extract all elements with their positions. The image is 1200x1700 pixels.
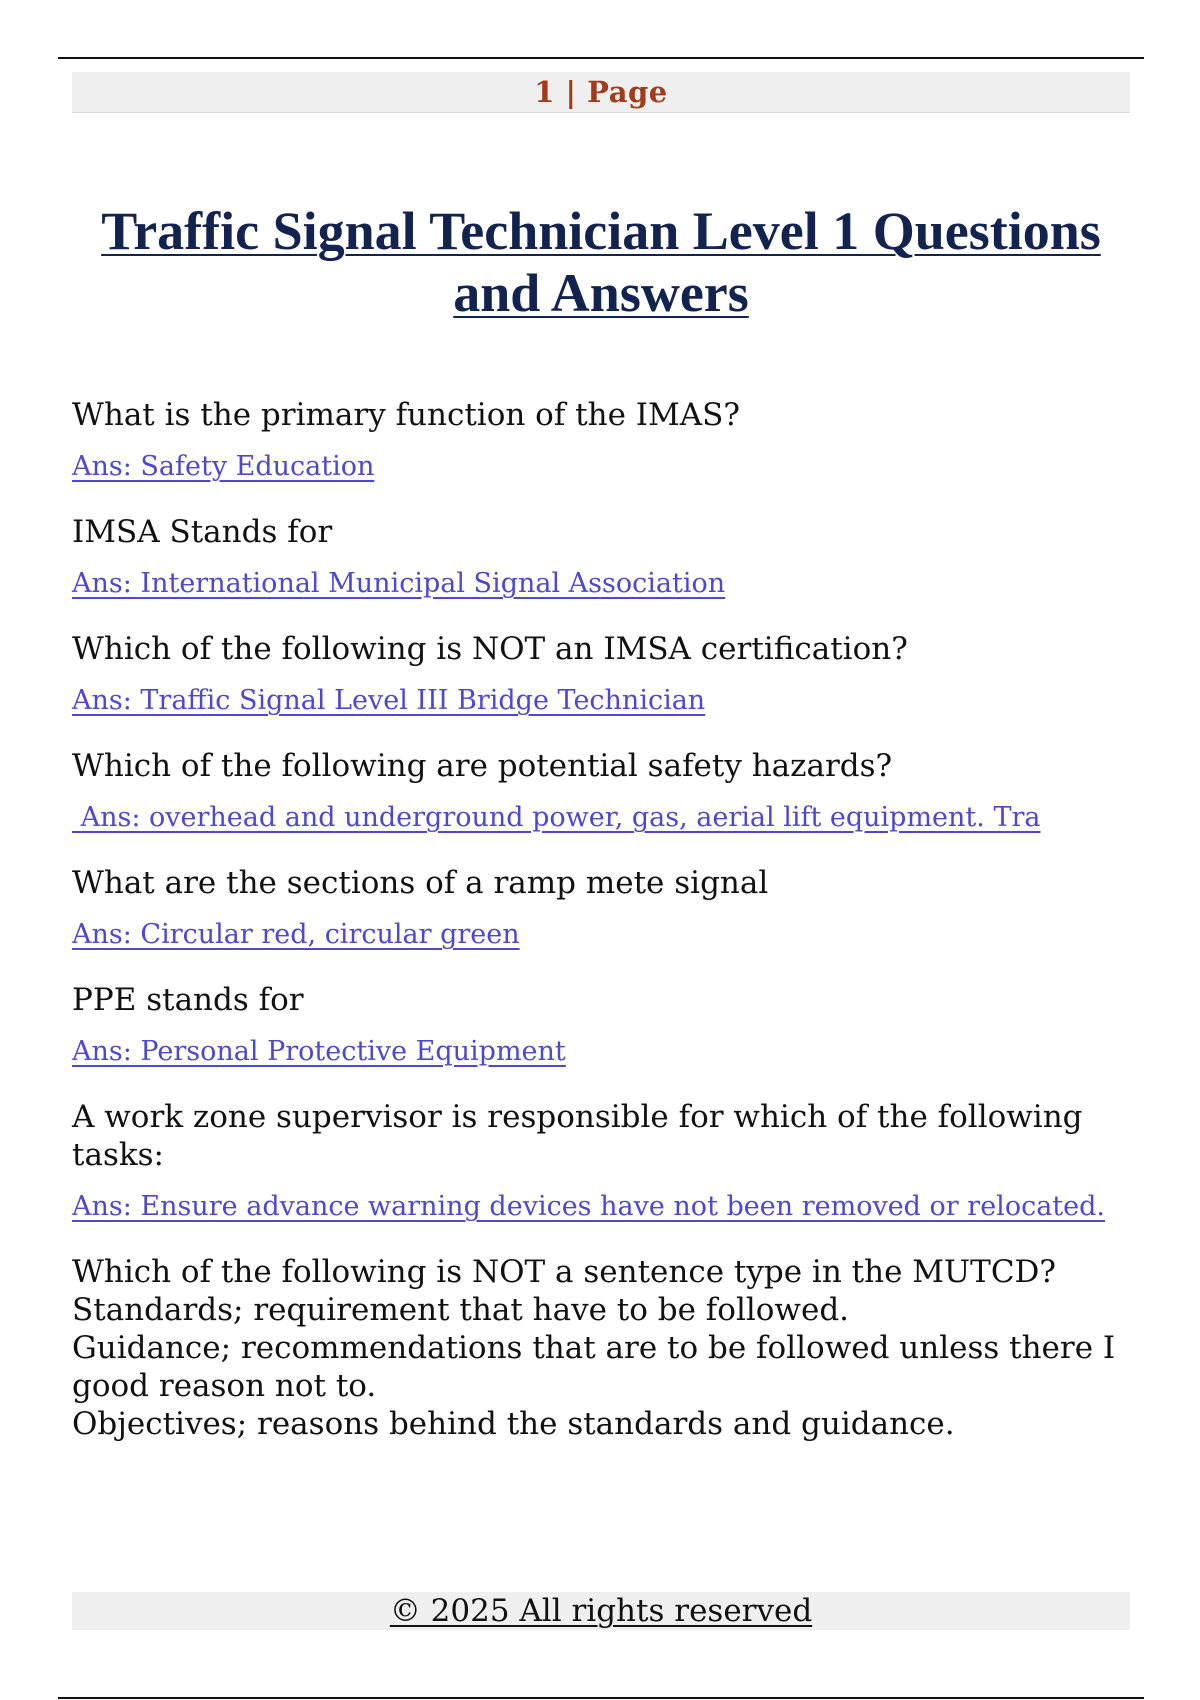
qa-item [72,1253,1132,1443]
qa-item [72,513,1132,600]
qa-item [72,864,1132,951]
question-text: Which of the following are potential safety hazards? [72,748,893,784]
qa-item [72,396,1132,483]
answer-link[interactable]: Ans: overhead and underground power, gas, aerial lift equipment. Tra [72,802,1041,833]
question-text: A work zone supervisor is responsible for which of the following tasks: [72,1099,1083,1173]
qa-item [72,1098,1132,1223]
answer-link[interactable]: Ans: Circular red, circular green [72,919,520,950]
answer-link[interactable]: Ans: Personal Protective Equipment [72,1036,566,1067]
question-text: What is the primary function of the IMAS? [72,397,741,433]
page-number-label: 1 | Page [534,75,668,109]
qa-item [72,981,1132,1068]
question-text: PPE stands for [72,982,304,1018]
answer-link[interactable]: Ans: Ensure advance warning devices have not been removed or relocated. [72,1191,1105,1222]
bottom-rule [58,1697,1144,1699]
question-text: Which of the following is NOT a sentence type in the MUTCD? Standards; requirement that have to be followed. Guidance; recommendations that are to be followed unless there I good reason not to. Objectives; reasons behind the standards and guidance. [72,1254,1116,1442]
copyright-notice: © 2025 All rights reserved [389,1593,813,1629]
qa-item [72,747,1132,834]
question-text: Which of the following is NOT an IMSA certification? [72,631,908,667]
qa-item [72,630,1132,717]
answer-link[interactable]: Ans: Safety Education [72,451,375,482]
page-header [72,72,1130,113]
answer-link[interactable]: Ans: International Municipal Signal Association [72,568,726,599]
answer-link[interactable]: Ans: Traffic Signal Level III Bridge Technician [72,685,706,716]
page-footer [72,1592,1130,1630]
top-rule [58,57,1144,59]
question-text: What are the sections of a ramp mete signal [72,865,769,901]
question-text: IMSA Stands for [72,514,333,550]
document-title: Traffic Signal Technician Level 1 Questions and Answers [101,201,1101,323]
qa-list [72,396,1132,1443]
